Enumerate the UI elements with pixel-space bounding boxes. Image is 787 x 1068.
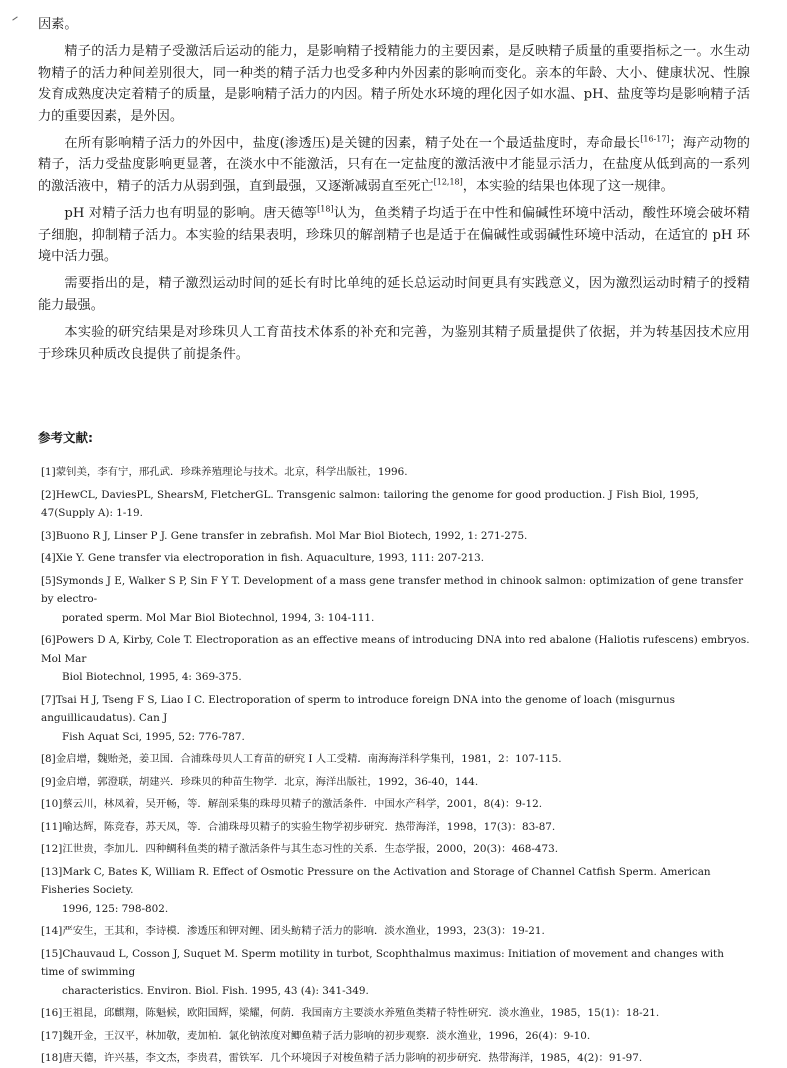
body-paragraph [38, 133, 750, 197]
reference-text: 严安生，王其和，李诗模．渗透压和钾对鲤、团头鲂精子活力的影响．淡水渔业，1993，23(3)：19-21. [62, 925, 545, 937]
references-heading: 参考文献: [38, 430, 93, 445]
reference-text: HewCL, DaviesPL, ShearsM, FletcherGL. Transgenic salmon: tailoring the genome for good production. J Fish Biol, 1995, 47(Supply A): 1-19. [41, 488, 699, 519]
reference-item [38, 631, 750, 687]
citation-marker: [12,18] [433, 177, 463, 187]
citation-marker: [16-17] [640, 134, 670, 144]
reference-number: [16] [41, 1007, 63, 1019]
reference-item [38, 527, 750, 546]
reference-text: Fish Aquat Sci, 1995, 52: 776-787. [62, 730, 245, 743]
reference-text: porated sperm. Mol Mar Biol Biotechnol, 1994, 3: 104-111. [62, 611, 375, 624]
body-paragraph: 精子的活力是精子受激活后运动的能力，是影响精子授精能力的主要因素，是反映精子质量的重要指标之一。水生动物精子的活力种间差别很大，同一种类的精子活力也受多种内外因素的影响而变化。亲本的年龄、大小、健康状况、性腺发育成熟度决定着精子的质量，是影响精子活力的内因。精子所处水环境的理化因子如水温、pH、盐度等均是影响精子活力的重要因素，是外因。 [38, 44, 750, 124]
reference-item [38, 945, 750, 1001]
references-list [38, 463, 750, 1068]
text-run: 认为，鱼类精子均适于在中性和偏碱性环境中活动，酸性环境会破坏精子细胞，抑制精子活力。本实验的结果表明，珍珠贝的解剖精子也是适于在偏碱性或弱碱性环境中活动，在适宜的 pH 环境中活力强。 [38, 206, 750, 265]
reference-text: 唐天德，许兴基，李文杰，李贵君，雷铁军．几个环境因子对梭鱼精子活力影响的初步研究．热带海洋，1985，4(2)：91-97. [62, 1052, 643, 1064]
text-run: 在所有影响精子活力的外因中，盐度(渗透压)是关键的因素，精子处在一个最适盐度时，寿命最长 [64, 136, 641, 152]
reference-number: [14] [41, 925, 63, 937]
reference-number: [15] [41, 947, 63, 960]
reference-number: [5] [41, 574, 56, 587]
body-paragraph: 需要指出的是，精子激烈运动时间的延长有时比单纯的延长总运动时间更具有实践意义，因为激烈运动时精子的授精能力最强。 [38, 276, 750, 313]
text-run: pH 对精子活力也有明显的影响。唐天德等 [64, 206, 318, 222]
reference-number: [1] [41, 466, 56, 478]
text-run: ，本实验的结果也体现了这一规律。 [462, 178, 674, 194]
citation-marker: [18] [317, 204, 334, 214]
reference-number: [17] [41, 1029, 63, 1042]
reference-text: Biol Biotechnol, 1995, 4: 369-375. [62, 671, 242, 683]
reference-number: [8] [41, 753, 56, 765]
reference-text: characteristics. Environ. Biol. Fish. 1995, 43 (4): 341-349. [62, 984, 369, 997]
reference-text: 王祖昆，邱麒翔，陈魁候，欧阳国辉，梁耀，何荫．我国南方主要淡水养殖鱼类精子特性研究．淡水渔业，1985，15(1)：18-21. [62, 1007, 660, 1019]
reference-text: 魏开金，王汉平，林加敬，麦加柏．氯化钠浓度对鲫鱼精子活力影响的初步观察．淡水渔业，1996，26(4)：9-10. [62, 1029, 591, 1042]
reference-text: 喻达辉，陈竞春，苏天凤，等．合浦珠母贝精子的实验生物学初步研究．热带海洋，1998，17(3)：83-87. [62, 820, 556, 833]
reference-text: 蒙钊美，李有宁，邢孔武．珍珠养殖理论与技术。北京，科学出版社，1996. [55, 466, 408, 478]
reference-text: 1996, 125: 798-802. [62, 902, 169, 915]
scan-artifact [12, 16, 17, 20]
body-paragraph [38, 203, 750, 267]
reference-item [38, 1049, 750, 1068]
reference-item [38, 795, 750, 814]
reference-text: Mark C, Bates K, William R. Effect of Osmotic Pressure on the Activation and Storage of Channel Catfish Sperm. American Fisheries Society. [41, 865, 711, 896]
reference-item [38, 572, 750, 628]
reference-text: 金启增，魏贻尧，姜卫国．合浦珠母贝人工育苗的研究 I 人工受精．南海海洋科学集刊，1981，2：107-115. [55, 753, 562, 765]
text-run: ；海产动物的精子，活力受盐度影响更显著，在淡水中不能激活，只有在一定盐度的激活液中才能显示活力，在盐度从低到高的一系列的激活液中，精子的活力从弱到强，直到最强，又逐渐减弱直至死亡 [38, 136, 750, 194]
body-paragraph: 因素。 [38, 17, 78, 32]
reference-number: [6] [41, 634, 56, 646]
reference-item [38, 463, 750, 482]
reference-item [38, 1027, 750, 1046]
reference-number: [18] [41, 1052, 63, 1064]
reference-item [38, 691, 750, 747]
reference-number: [3] [41, 529, 56, 542]
reference-item [38, 818, 750, 837]
reference-item [38, 1004, 750, 1023]
reference-item [38, 840, 750, 859]
reference-number: [7] [41, 693, 56, 706]
discussion-body [38, 14, 750, 365]
reference-text: 蔡云川，林凤着，吴开畅，等．解剖采集的珠母贝精子的激活条件．中国水产科学，2001，8(4)：9-12. [62, 798, 542, 810]
reference-text: Xie Y. Gene transfer via electroporation in fish. Aquaculture, 1993, 111: 207-213. [55, 552, 485, 564]
reference-item [38, 486, 750, 523]
reference-number: [13] [41, 865, 63, 878]
reference-item [38, 922, 750, 941]
reference-number: [12] [41, 843, 63, 855]
reference-number: [10] [41, 798, 63, 810]
reference-number: [4] [41, 552, 56, 564]
reference-text: 金启增，郭澄联，胡建兴．珍珠贝的种苗生物学．北京，海洋出版社，1992，36-40，144. [55, 775, 479, 788]
reference-item [38, 773, 750, 792]
reference-text: Tsai H J, Tseng F S, Liao I C. Electroporation of sperm to introduce foreign DNA into the genome of loach (misgurnus anguillicaudatus). Can J [41, 693, 675, 724]
reference-text: Symonds J E, Walker S P, Sin F Y T. Development of a mass gene transfer method in chinook salmon: optimization of gene transfer by electro- [41, 574, 744, 605]
reference-number: [11] [41, 820, 63, 833]
reference-item [38, 750, 750, 769]
reference-item [38, 549, 750, 568]
reference-item [38, 863, 750, 919]
reference-number: [9] [41, 775, 56, 788]
reference-text: Chauvaud L, Cosson J, Suquet M. Sperm motility in turbot, Scophthalmus maximus: Initiation of movement and changes with time of swimming [41, 947, 724, 978]
reference-text: Buono R J, Linser P J. Gene transfer in zebrafish. Mol Mar Biol Biotech, 1992, 1: 271-275. [55, 529, 528, 542]
body-paragraph: 本实验的研究结果是对珍珠贝人工育苗技术体系的补充和完善，为鉴别其精子质量提供了依据，并为转基因技术应用于珍珠贝种质改良提供了前提条件。 [38, 325, 750, 362]
reference-number: [2] [41, 488, 56, 501]
reference-text: Powers D A, Kirby, Cole T. Electroporation as an effective means of introducing DNA into red abalone (Haliotis rufescens) embryos. Mol Mar [41, 634, 750, 665]
reference-text: 江世贵，李加儿．四种鲷科鱼类的精子激活条件与其生态习性的关系．生态学报，2000，20(3)：468-473. [62, 843, 559, 855]
